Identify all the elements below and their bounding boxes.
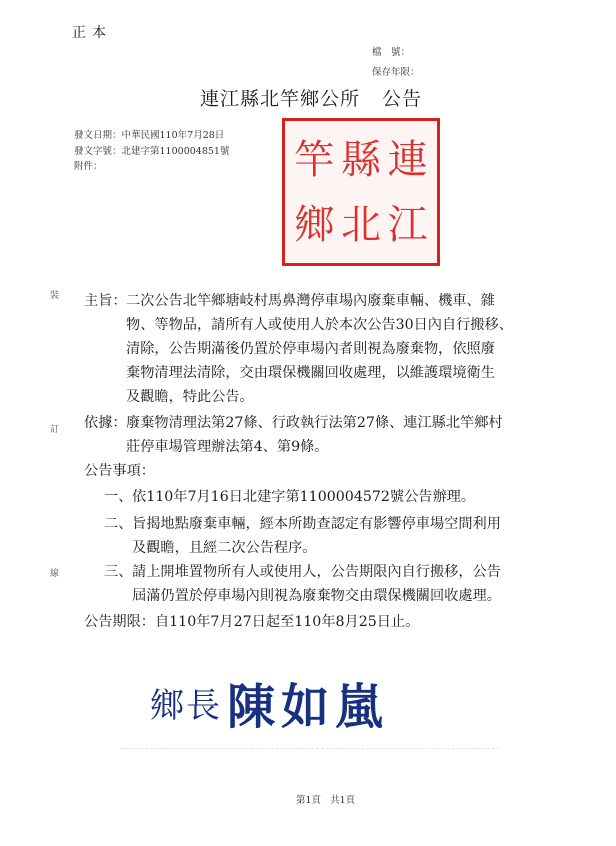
file-number-label: 檔 號： (372, 47, 411, 58)
subject-label: 主旨： (84, 293, 127, 309)
seal-characters (291, 127, 431, 257)
basis-body (126, 411, 503, 459)
signer-name: 陳如嵐 (227, 679, 390, 735)
matter-line: 依110年7月16日北建字第1100004572號公告辦理。 (132, 489, 476, 505)
issue-date-value: 中華民國110年7月28日 (121, 130, 225, 141)
signer-title: 鄉長 (150, 686, 222, 726)
matters-heading: 公告事項： (84, 463, 155, 479)
issue-number (74, 143, 229, 157)
page-total: 共1頁 (330, 795, 356, 806)
announcement-period (84, 610, 419, 634)
issue-date-label: 發文日期： (74, 130, 122, 141)
matter-item-2 (132, 512, 501, 560)
page-number: 第1頁 (296, 795, 322, 806)
matter-line: 請上開堆置物所有人或使用人，公告期限內自行搬移，公告 (132, 564, 501, 580)
subject-body (126, 289, 513, 409)
subject-line: 二次公告北竿鄉塘岐村馬鼻灣停車場內廢棄車輛、機車、雜 (126, 293, 495, 309)
basis-line: 廢棄物清理法第27條、行政執行法第27條、連江縣北竿鄉村 (126, 415, 503, 431)
document-title (200, 84, 422, 111)
basis-label: 依據： (84, 415, 127, 431)
document-type: 公告 (382, 88, 423, 110)
binding-mark-xian: 線 (50, 569, 60, 579)
matter-item-3 (132, 560, 501, 608)
signature-block (150, 668, 389, 737)
subject-line: 清除，公告期滿後仍置於停車場內者則視為廢棄物，依照廢 (126, 341, 495, 357)
attachment-label: 附件： (74, 161, 103, 172)
period-value: 自110年7月27日起至110年8月25日止。 (154, 614, 420, 630)
issuing-organization: 連江縣北竿鄉公所 (200, 88, 361, 110)
subject-line: 物、等物品，請所有人或使用人於本次公告30日內自行搬移、 (126, 317, 513, 333)
matter-number-1: 一、 (104, 489, 133, 505)
seal-char: 江 (387, 201, 428, 248)
period-label: 公告期限： (84, 614, 155, 630)
subject-line: 及觀瞻，特此公告。 (126, 389, 254, 405)
matter-number-2: 二、 (104, 516, 133, 532)
copy-mark: 正本 (72, 25, 112, 41)
seal-char: 縣 (340, 136, 381, 183)
basis-line: 莊停車場管理辦法第4、第9條。 (126, 439, 329, 455)
issue-date (74, 127, 224, 141)
faded-bleed-through (120, 748, 500, 755)
official-seal (282, 118, 440, 266)
seal-char: 連 (387, 136, 428, 183)
issue-number-value: 北建字第1100004851號 (121, 146, 230, 157)
matter-number-3: 三、 (104, 564, 133, 580)
matter-line: 屆滿仍置於停車場內則視為廢棄物交由環保機關回收處理。 (132, 588, 501, 604)
seal-char: 鄉 (294, 201, 335, 248)
retention-period-label: 保存年限： (372, 67, 420, 78)
matter-line: 旨揭地點廢棄車輛，經本所勘查認定有影響停車場空間利用 (132, 516, 501, 532)
binding-mark-zhuang: 裝 (50, 291, 60, 301)
issue-number-label: 發文字號： (74, 146, 122, 157)
binding-mark-ding: 訂 (50, 425, 60, 435)
seal-char: 竿 (294, 136, 335, 183)
matter-line: 及觀瞻，且經二次公告程序。 (132, 540, 317, 556)
seal-char: 北 (340, 201, 381, 248)
subject-line: 棄物清理法清除，交由環保機關回收處理，以維護環境衛生 (126, 365, 495, 381)
matter-item-1 (132, 485, 475, 509)
page-footer (296, 792, 355, 806)
